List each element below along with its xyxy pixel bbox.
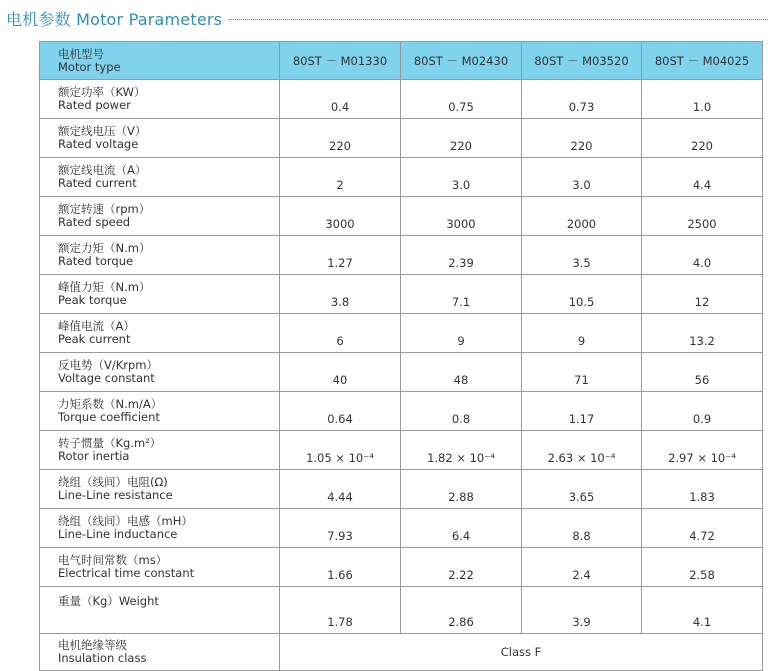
row-label-zh: 绕组（线间）电感（mH） xyxy=(58,514,193,528)
value-cell: 2.22 xyxy=(401,548,522,587)
value-cell: 4.1 xyxy=(642,587,763,634)
value-cell: 0.73 xyxy=(522,80,642,119)
row-label xyxy=(40,587,280,634)
row-label xyxy=(40,236,280,275)
row-label xyxy=(40,634,280,671)
value-cell: 220 xyxy=(401,119,522,158)
value-cell: 1.05 × 10⁻⁴ xyxy=(280,431,401,470)
value-cell: 1.17 xyxy=(522,392,642,431)
value-cell: 48 xyxy=(401,353,522,392)
row-label-zh: 重量（Kg）Weight xyxy=(58,594,159,608)
table-row xyxy=(40,119,763,158)
value-cell: 4.44 xyxy=(280,470,401,509)
value-cell: 2.58 xyxy=(642,548,763,587)
table-row xyxy=(40,431,763,470)
row-label xyxy=(40,119,280,158)
value-cell: 1.0 xyxy=(642,80,763,119)
value-cell: 4.72 xyxy=(642,509,763,548)
value-cell: 2 xyxy=(280,158,401,197)
row-label-zh: 峰值力矩（N.m） xyxy=(58,280,151,294)
header-label-en: Motor type xyxy=(58,59,121,74)
row-label-zh: 额定力矩（N.m） xyxy=(58,241,151,255)
table-row xyxy=(40,509,763,548)
value-cell: 9 xyxy=(522,314,642,353)
model-header: 80ST － M03520 xyxy=(522,42,642,80)
value-cell: 220 xyxy=(642,119,763,158)
row-label-en: Rated voltage xyxy=(58,137,139,151)
value-cell: 3.8 xyxy=(280,275,401,314)
table-row xyxy=(40,314,763,353)
table-row xyxy=(40,587,763,634)
value-cell: 40 xyxy=(280,353,401,392)
row-label xyxy=(40,197,280,236)
value-cell: 7.1 xyxy=(401,275,522,314)
value-cell: 3.0 xyxy=(522,158,642,197)
model-header: 80ST － M01330 xyxy=(280,42,401,80)
section-title: 电机参数 Motor Parameters xyxy=(6,9,223,29)
table-header-row xyxy=(40,42,763,80)
table-row xyxy=(40,548,763,587)
model-header: 80ST － M04025 xyxy=(642,42,763,80)
row-label xyxy=(40,509,280,548)
row-label-zh: 额定线电流（A） xyxy=(58,163,147,177)
value-cell: 9 xyxy=(401,314,522,353)
value-cell: 6.4 xyxy=(401,509,522,548)
table-row xyxy=(40,197,763,236)
table-row xyxy=(40,470,763,509)
value-cell: 71 xyxy=(522,353,642,392)
value-cell: 2500 xyxy=(642,197,763,236)
value-cell: 2000 xyxy=(522,197,642,236)
value-cell: 2.39 xyxy=(401,236,522,275)
table-row-insulation xyxy=(40,634,763,671)
row-label-zh: 绕组（线间）电阻(Ω) xyxy=(58,475,168,489)
model-header: 80ST － M02430 xyxy=(401,42,522,80)
row-label xyxy=(40,314,280,353)
value-cell: 2.88 xyxy=(401,470,522,509)
value-cell: 3.9 xyxy=(522,587,642,634)
row-label-zh: 额定线电压（V） xyxy=(58,124,147,138)
row-label-en: Rotor inertia xyxy=(58,449,130,463)
row-label-en: Insulation class xyxy=(58,651,147,665)
table-row xyxy=(40,236,763,275)
value-cell: 1.83 xyxy=(642,470,763,509)
header-label-zh: 电机型号 xyxy=(58,46,104,61)
value-cell: 0.64 xyxy=(280,392,401,431)
table-row xyxy=(40,80,763,119)
value-cell: 7.93 xyxy=(280,509,401,548)
value-cell: 0.4 xyxy=(280,80,401,119)
header-label-cell xyxy=(40,42,280,80)
value-cell: 10.5 xyxy=(522,275,642,314)
row-label-zh: 峰值电流（A） xyxy=(58,319,135,333)
row-label xyxy=(40,158,280,197)
row-label-en: Rated torque xyxy=(58,254,134,268)
row-label-zh: 额定功率（KW） xyxy=(58,85,146,99)
row-label-en: Line-Line inductance xyxy=(58,527,178,541)
row-label-en: Peak torque xyxy=(58,293,127,307)
row-label-en: Rated current xyxy=(58,176,137,190)
value-cell: 3000 xyxy=(280,197,401,236)
value-cell: 1.66 xyxy=(280,548,401,587)
table-row xyxy=(40,275,763,314)
row-label-zh: 反电势（V/Krpm） xyxy=(58,358,159,372)
row-label xyxy=(40,470,280,509)
value-cell: 3000 xyxy=(401,197,522,236)
value-cell: 1.82 × 10⁻⁴ xyxy=(401,431,522,470)
row-label-en: Rated power xyxy=(58,98,131,112)
row-label xyxy=(40,353,280,392)
value-cell: 2.4 xyxy=(522,548,642,587)
row-label-en: Torque coefficient xyxy=(58,410,160,424)
value-cell: 4.0 xyxy=(642,236,763,275)
row-label-zh: 电气时间常数（ms） xyxy=(58,553,168,567)
value-cell: 0.8 xyxy=(401,392,522,431)
row-label-en: Electrical time constant xyxy=(58,566,195,580)
row-label-zh: 电机绝缘等级 xyxy=(58,638,127,652)
row-label-zh: 力矩系数（N.m/A） xyxy=(58,397,163,411)
row-label xyxy=(40,548,280,587)
value-cell: 220 xyxy=(522,119,642,158)
value-cell: 4.4 xyxy=(642,158,763,197)
value-cell: 0.75 xyxy=(401,80,522,119)
row-label-en: Line-Line resistance xyxy=(58,488,173,502)
row-label-en: Voltage constant xyxy=(58,371,155,385)
insulation-class-value: Class F xyxy=(280,634,763,671)
row-label xyxy=(40,275,280,314)
table-body xyxy=(40,80,763,671)
motor-parameters-table xyxy=(39,41,763,671)
value-cell: 6 xyxy=(280,314,401,353)
table-row xyxy=(40,158,763,197)
value-cell: 2.63 × 10⁻⁴ xyxy=(522,431,642,470)
row-label-en: Peak current xyxy=(58,332,131,346)
value-cell: 8.8 xyxy=(522,509,642,548)
row-label-en: Rated speed xyxy=(58,215,131,229)
row-label-zh: 额定转速（rpm） xyxy=(58,202,151,216)
value-cell: 3.0 xyxy=(401,158,522,197)
value-cell: 1.27 xyxy=(280,236,401,275)
value-cell: 2.97 × 10⁻⁴ xyxy=(642,431,763,470)
value-cell: 2.86 xyxy=(401,587,522,634)
value-cell: 56 xyxy=(642,353,763,392)
table-row xyxy=(40,353,763,392)
value-cell: 3.5 xyxy=(522,236,642,275)
value-cell: 1.78 xyxy=(280,587,401,634)
row-label xyxy=(40,392,280,431)
value-cell: 12 xyxy=(642,275,763,314)
dotted-divider xyxy=(228,19,768,20)
row-label-zh: 转子惯量（Kg.m²） xyxy=(58,436,162,450)
value-cell: 0.9 xyxy=(642,392,763,431)
section-header xyxy=(6,6,768,30)
row-label xyxy=(40,431,280,470)
value-cell: 13.2 xyxy=(642,314,763,353)
table-row xyxy=(40,392,763,431)
value-cell: 220 xyxy=(280,119,401,158)
row-label xyxy=(40,80,280,119)
value-cell: 3.65 xyxy=(522,470,642,509)
